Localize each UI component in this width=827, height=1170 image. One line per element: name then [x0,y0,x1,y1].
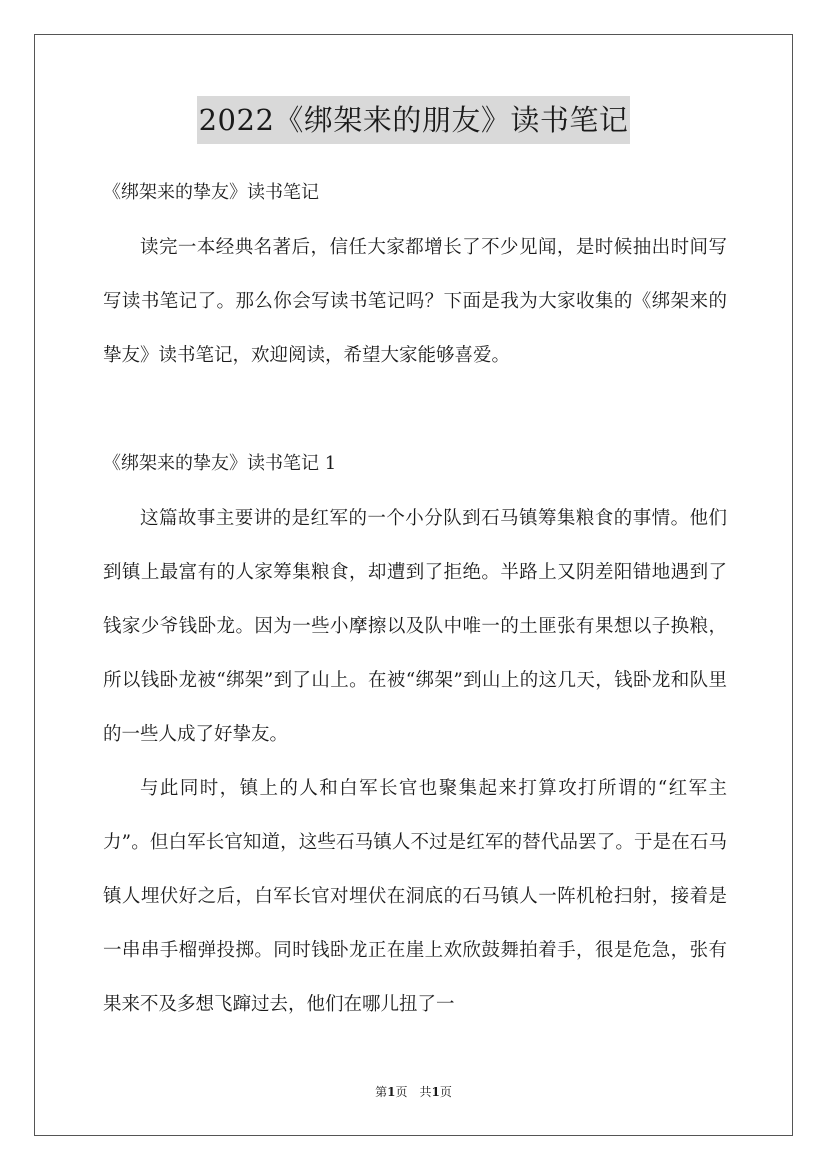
title-container [0,96,827,144]
footer-page-suffix: 页 [439,1085,452,1099]
footer-page-prefix: 第 [375,1085,388,1099]
footer-page-number: 1 [387,1085,396,1099]
intro-heading: 《绑架来的挚友》读书笔记 [103,182,319,203]
document-title: 2022《绑架来的朋友》读书笔记 [197,96,631,144]
section1-paragraph-1: 这篇故事主要讲的是红军的一个小分队到石马镇筹集粮食的事情。他们到镇上最富有的人家筹集粮食，却遭到了拒绝。半路上又阴差阳错地遇到了钱家少爷钱卧龙。因为一些小摩擦以及队中唯一的土匪张有果想以子换粮，所以钱卧龙被“绑架”到了山上。在被“绑架”到山上的这几天，钱卧龙和队里的一些人成了好挚友。 [103,508,727,745]
intro-paragraph: 读完一本经典名著后，信任大家都增长了不少见闻，是时候抽出时间写写读书笔记了。那么你会写读书笔记吗？下面是我为大家收集的《绑架来的挚友》读书笔记，欢迎阅读，希望大家能够喜爱。 [103,237,727,366]
footer-page-mid: 页 共 [395,1085,432,1099]
page-footer [0,1083,827,1100]
footer-page-total: 1 [431,1085,440,1099]
section1-paragraph-2: 与此同时，镇上的人和白军长官也聚集起来打算攻打所谓的“红军主力”。但白军长官知道，这些石马镇人不过是红军的替代品罢了。于是在石马镇人埋伏好之后，白军长官对埋伏在洞底的石马镇人一阵机枪扫射，接着是一串串手榴弹投掷。同时钱卧龙正在崖上欢欣鼓舞拍着手，很是危急，张有果来不及多想飞蹿过去，他们在哪儿扭了一 [103,778,727,1015]
section1-heading: 《绑架来的挚友》读书笔记 1 [103,453,337,474]
